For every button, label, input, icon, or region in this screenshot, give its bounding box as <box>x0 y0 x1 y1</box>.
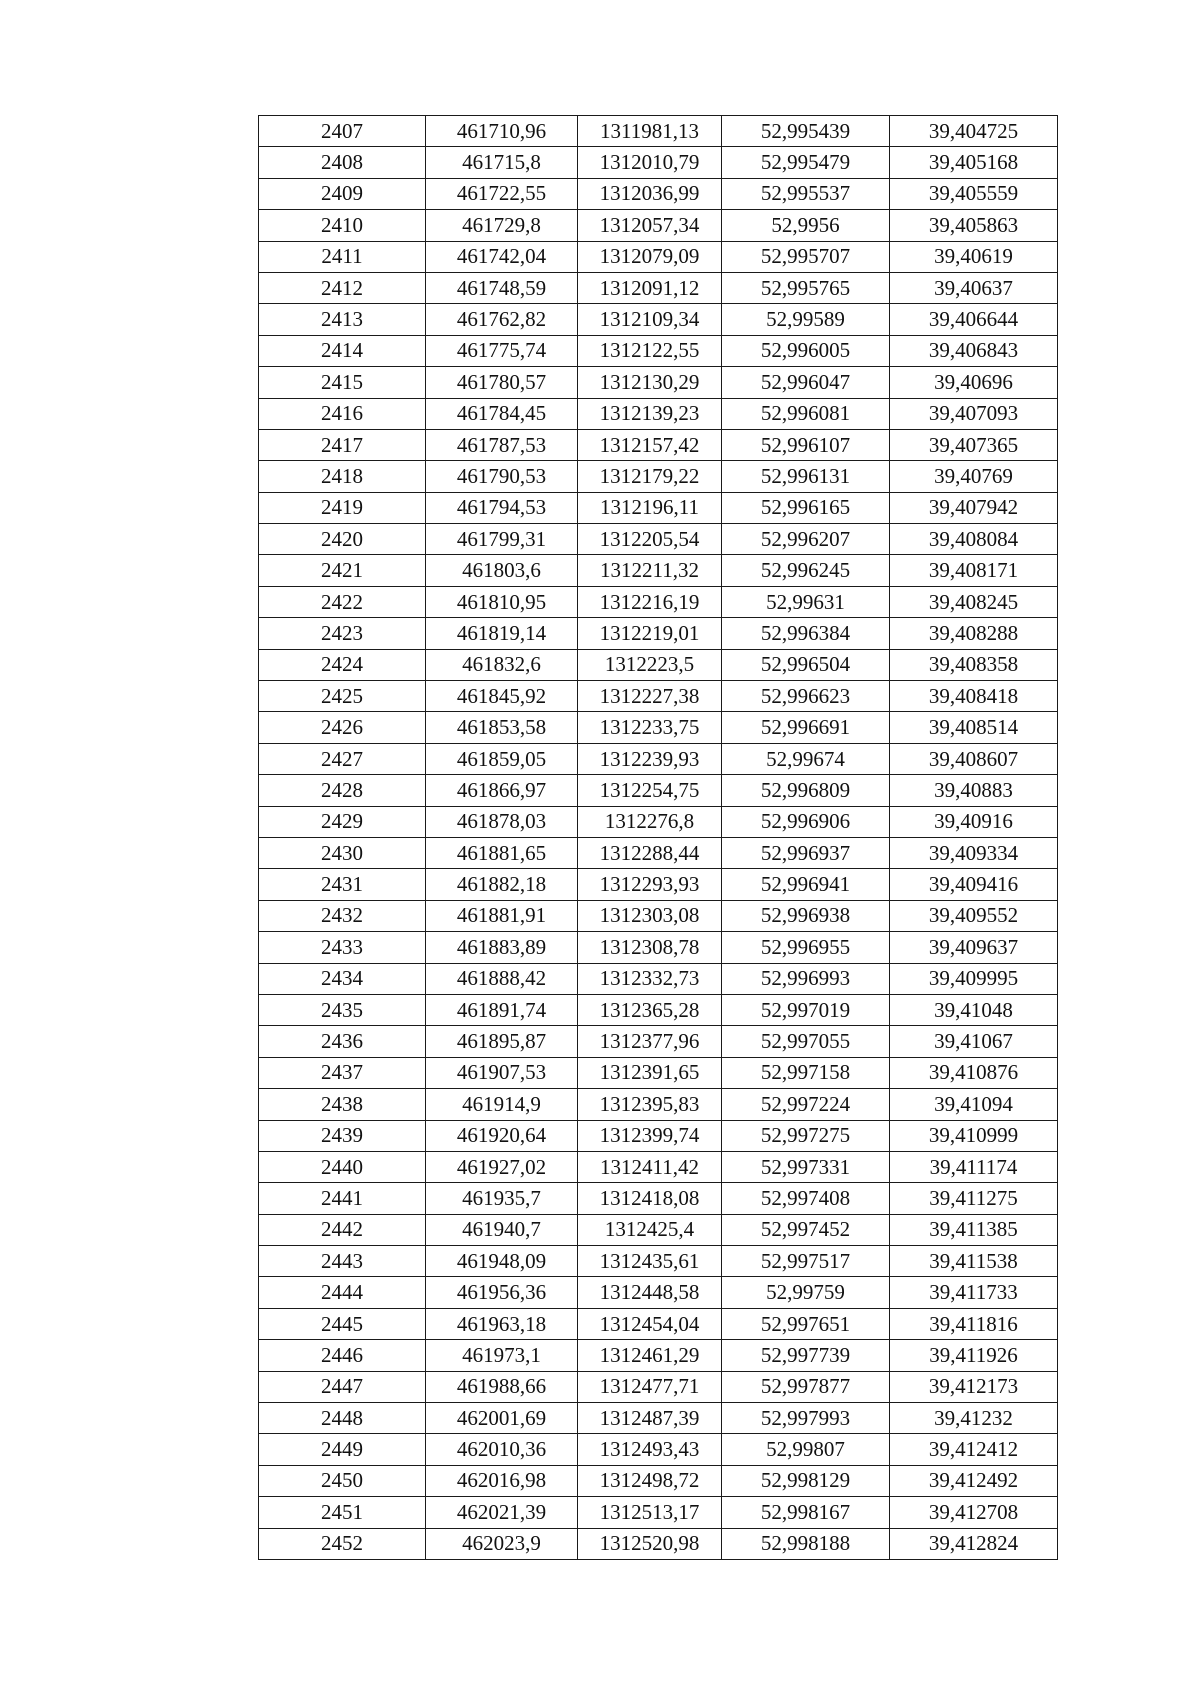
table-row <box>259 1057 1058 1088</box>
longitude-cell: 39,408171 <box>890 555 1058 586</box>
latitude-cell: 52,996165 <box>722 492 890 523</box>
longitude-cell: 39,409552 <box>890 900 1058 931</box>
x-coordinate-cell: 461973,1 <box>426 1340 578 1371</box>
y-coordinate-cell: 1312520,98 <box>578 1528 722 1559</box>
table-row <box>259 555 1058 586</box>
latitude-cell: 52,998167 <box>722 1497 890 1528</box>
x-coordinate-cell: 461907,53 <box>426 1057 578 1088</box>
x-coordinate-cell: 461891,74 <box>426 994 578 1025</box>
point-number-cell: 2408 <box>259 147 426 178</box>
latitude-cell: 52,996131 <box>722 461 890 492</box>
longitude-cell: 39,40916 <box>890 806 1058 837</box>
latitude-cell: 52,996809 <box>722 775 890 806</box>
table-row <box>259 1465 1058 1496</box>
point-number-cell: 2439 <box>259 1120 426 1151</box>
y-coordinate-cell: 1312010,79 <box>578 147 722 178</box>
latitude-cell: 52,997739 <box>722 1340 890 1371</box>
y-coordinate-cell: 1312435,61 <box>578 1246 722 1277</box>
y-coordinate-cell: 1312122,55 <box>578 335 722 366</box>
point-number-cell: 2412 <box>259 272 426 303</box>
longitude-cell: 39,412824 <box>890 1528 1058 1559</box>
point-number-cell: 2419 <box>259 492 426 523</box>
y-coordinate-cell: 1312223,5 <box>578 649 722 680</box>
longitude-cell: 39,406644 <box>890 304 1058 335</box>
latitude-cell: 52,996906 <box>722 806 890 837</box>
longitude-cell: 39,40637 <box>890 272 1058 303</box>
table-row <box>259 461 1058 492</box>
point-number-cell: 2436 <box>259 1026 426 1057</box>
x-coordinate-cell: 461895,87 <box>426 1026 578 1057</box>
longitude-cell: 39,40769 <box>890 461 1058 492</box>
latitude-cell: 52,998129 <box>722 1465 890 1496</box>
table-row <box>259 398 1058 429</box>
point-number-cell: 2444 <box>259 1277 426 1308</box>
x-coordinate-cell: 461775,74 <box>426 335 578 366</box>
latitude-cell: 52,996504 <box>722 649 890 680</box>
table-row <box>259 649 1058 680</box>
longitude-cell: 39,411538 <box>890 1246 1058 1277</box>
point-number-cell: 2413 <box>259 304 426 335</box>
latitude-cell: 52,996623 <box>722 681 890 712</box>
y-coordinate-cell: 1312233,75 <box>578 712 722 743</box>
latitude-cell: 52,998188 <box>722 1528 890 1559</box>
table-row <box>259 712 1058 743</box>
latitude-cell: 52,996941 <box>722 869 890 900</box>
point-number-cell: 2407 <box>259 116 426 147</box>
y-coordinate-cell: 1312205,54 <box>578 524 722 555</box>
point-number-cell: 2437 <box>259 1057 426 1088</box>
table-row <box>259 1214 1058 1245</box>
longitude-cell: 39,409416 <box>890 869 1058 900</box>
longitude-cell: 39,408514 <box>890 712 1058 743</box>
table-row <box>259 681 1058 712</box>
point-number-cell: 2415 <box>259 367 426 398</box>
table-row <box>259 272 1058 303</box>
longitude-cell: 39,409334 <box>890 837 1058 868</box>
latitude-cell: 52,995479 <box>722 147 890 178</box>
x-coordinate-cell: 462016,98 <box>426 1465 578 1496</box>
y-coordinate-cell: 1312130,29 <box>578 367 722 398</box>
table-row <box>259 335 1058 366</box>
table-row <box>259 806 1058 837</box>
x-coordinate-cell: 461762,82 <box>426 304 578 335</box>
longitude-cell: 39,411174 <box>890 1151 1058 1182</box>
point-number-cell: 2428 <box>259 775 426 806</box>
latitude-cell: 52,996691 <box>722 712 890 743</box>
y-coordinate-cell: 1312211,32 <box>578 555 722 586</box>
table-row <box>259 367 1058 398</box>
longitude-cell: 39,41048 <box>890 994 1058 1025</box>
x-coordinate-cell: 461794,53 <box>426 492 578 523</box>
longitude-cell: 39,407365 <box>890 429 1058 460</box>
longitude-cell: 39,411275 <box>890 1183 1058 1214</box>
y-coordinate-cell: 1312498,72 <box>578 1465 722 1496</box>
longitude-cell: 39,411733 <box>890 1277 1058 1308</box>
point-number-cell: 2409 <box>259 178 426 209</box>
x-coordinate-cell: 461810,95 <box>426 586 578 617</box>
table-row <box>259 963 1058 994</box>
y-coordinate-cell: 1312036,99 <box>578 178 722 209</box>
latitude-cell: 52,997993 <box>722 1403 890 1434</box>
point-number-cell: 2445 <box>259 1308 426 1339</box>
x-coordinate-cell: 461832,6 <box>426 649 578 680</box>
longitude-cell: 39,404725 <box>890 116 1058 147</box>
table-row <box>259 1151 1058 1182</box>
longitude-cell: 39,41094 <box>890 1089 1058 1120</box>
longitude-cell: 39,410999 <box>890 1120 1058 1151</box>
table-row <box>259 304 1058 335</box>
y-coordinate-cell: 1312157,42 <box>578 429 722 460</box>
x-coordinate-cell: 462010,36 <box>426 1434 578 1465</box>
point-number-cell: 2443 <box>259 1246 426 1277</box>
table-row <box>259 210 1058 241</box>
y-coordinate-cell: 1312216,19 <box>578 586 722 617</box>
x-coordinate-cell: 461927,02 <box>426 1151 578 1182</box>
x-coordinate-cell: 461859,05 <box>426 743 578 774</box>
latitude-cell: 52,99589 <box>722 304 890 335</box>
latitude-cell: 52,996081 <box>722 398 890 429</box>
longitude-cell: 39,40619 <box>890 241 1058 272</box>
y-coordinate-cell: 1312454,04 <box>578 1308 722 1339</box>
x-coordinate-cell: 461940,7 <box>426 1214 578 1245</box>
y-coordinate-cell: 1312254,75 <box>578 775 722 806</box>
y-coordinate-cell: 1312196,11 <box>578 492 722 523</box>
x-coordinate-cell: 461803,6 <box>426 555 578 586</box>
y-coordinate-cell: 1312448,58 <box>578 1277 722 1308</box>
latitude-cell: 52,996384 <box>722 618 890 649</box>
latitude-cell: 52,997019 <box>722 994 890 1025</box>
table-row <box>259 1434 1058 1465</box>
x-coordinate-cell: 461963,18 <box>426 1308 578 1339</box>
x-coordinate-cell: 461819,14 <box>426 618 578 649</box>
x-coordinate-cell: 461948,09 <box>426 1246 578 1277</box>
table-row <box>259 837 1058 868</box>
point-number-cell: 2430 <box>259 837 426 868</box>
x-coordinate-cell: 461799,31 <box>426 524 578 555</box>
longitude-cell: 39,405168 <box>890 147 1058 178</box>
longitude-cell: 39,411926 <box>890 1340 1058 1371</box>
y-coordinate-cell: 1312418,08 <box>578 1183 722 1214</box>
point-number-cell: 2441 <box>259 1183 426 1214</box>
table-row <box>259 1308 1058 1339</box>
y-coordinate-cell: 1312377,96 <box>578 1026 722 1057</box>
x-coordinate-cell: 461722,55 <box>426 178 578 209</box>
table-row <box>259 775 1058 806</box>
table-row <box>259 147 1058 178</box>
latitude-cell: 52,997517 <box>722 1246 890 1277</box>
latitude-cell: 52,997331 <box>722 1151 890 1182</box>
latitude-cell: 52,996047 <box>722 367 890 398</box>
latitude-cell: 52,99631 <box>722 586 890 617</box>
y-coordinate-cell: 1312179,22 <box>578 461 722 492</box>
y-coordinate-cell: 1312411,42 <box>578 1151 722 1182</box>
point-number-cell: 2418 <box>259 461 426 492</box>
y-coordinate-cell: 1312513,17 <box>578 1497 722 1528</box>
table-row <box>259 1089 1058 1120</box>
longitude-cell: 39,408418 <box>890 681 1058 712</box>
longitude-cell: 39,410876 <box>890 1057 1058 1088</box>
point-number-cell: 2424 <box>259 649 426 680</box>
longitude-cell: 39,412412 <box>890 1434 1058 1465</box>
latitude-cell: 52,995439 <box>722 116 890 147</box>
table-row <box>259 1340 1058 1371</box>
x-coordinate-cell: 461742,04 <box>426 241 578 272</box>
point-number-cell: 2422 <box>259 586 426 617</box>
point-number-cell: 2432 <box>259 900 426 931</box>
latitude-cell: 52,996955 <box>722 932 890 963</box>
table-row <box>259 869 1058 900</box>
latitude-cell: 52,996207 <box>722 524 890 555</box>
latitude-cell: 52,997877 <box>722 1371 890 1402</box>
table-row <box>259 900 1058 931</box>
latitude-cell: 52,9956 <box>722 210 890 241</box>
longitude-cell: 39,412492 <box>890 1465 1058 1496</box>
y-coordinate-cell: 1312239,93 <box>578 743 722 774</box>
latitude-cell: 52,997651 <box>722 1308 890 1339</box>
point-number-cell: 2435 <box>259 994 426 1025</box>
table-row <box>259 429 1058 460</box>
point-number-cell: 2420 <box>259 524 426 555</box>
longitude-cell: 39,407942 <box>890 492 1058 523</box>
table-row <box>259 1026 1058 1057</box>
x-coordinate-cell: 461881,91 <box>426 900 578 931</box>
latitude-cell: 52,99674 <box>722 743 890 774</box>
longitude-cell: 39,41232 <box>890 1403 1058 1434</box>
table-row <box>259 1497 1058 1528</box>
latitude-cell: 52,995537 <box>722 178 890 209</box>
x-coordinate-cell: 461881,65 <box>426 837 578 868</box>
table-row <box>259 1183 1058 1214</box>
latitude-cell: 52,997452 <box>722 1214 890 1245</box>
table-row <box>259 618 1058 649</box>
x-coordinate-cell: 461920,64 <box>426 1120 578 1151</box>
longitude-cell: 39,409637 <box>890 932 1058 963</box>
point-number-cell: 2423 <box>259 618 426 649</box>
x-coordinate-cell: 461710,96 <box>426 116 578 147</box>
latitude-cell: 52,99759 <box>722 1277 890 1308</box>
longitude-cell: 39,411816 <box>890 1308 1058 1339</box>
y-coordinate-cell: 1312057,34 <box>578 210 722 241</box>
y-coordinate-cell: 1312227,38 <box>578 681 722 712</box>
x-coordinate-cell: 462001,69 <box>426 1403 578 1434</box>
y-coordinate-cell: 1312477,71 <box>578 1371 722 1402</box>
latitude-cell: 52,996993 <box>722 963 890 994</box>
table-row <box>259 586 1058 617</box>
longitude-cell: 39,412173 <box>890 1371 1058 1402</box>
y-coordinate-cell: 1312079,09 <box>578 241 722 272</box>
y-coordinate-cell: 1312288,44 <box>578 837 722 868</box>
point-number-cell: 2414 <box>259 335 426 366</box>
point-number-cell: 2411 <box>259 241 426 272</box>
latitude-cell: 52,997224 <box>722 1089 890 1120</box>
x-coordinate-cell: 461914,9 <box>426 1089 578 1120</box>
y-coordinate-cell: 1312399,74 <box>578 1120 722 1151</box>
y-coordinate-cell: 1312365,28 <box>578 994 722 1025</box>
table-row <box>259 241 1058 272</box>
longitude-cell: 39,405559 <box>890 178 1058 209</box>
y-coordinate-cell: 1312461,29 <box>578 1340 722 1371</box>
x-coordinate-cell: 461878,03 <box>426 806 578 837</box>
longitude-cell: 39,405863 <box>890 210 1058 241</box>
table-row <box>259 492 1058 523</box>
longitude-cell: 39,408084 <box>890 524 1058 555</box>
table-row <box>259 743 1058 774</box>
x-coordinate-cell: 461780,57 <box>426 367 578 398</box>
point-number-cell: 2416 <box>259 398 426 429</box>
point-number-cell: 2449 <box>259 1434 426 1465</box>
longitude-cell: 39,41067 <box>890 1026 1058 1057</box>
x-coordinate-cell: 461853,58 <box>426 712 578 743</box>
latitude-cell: 52,996938 <box>722 900 890 931</box>
longitude-cell: 39,412708 <box>890 1497 1058 1528</box>
point-number-cell: 2434 <box>259 963 426 994</box>
y-coordinate-cell: 1312293,93 <box>578 869 722 900</box>
longitude-cell: 39,406843 <box>890 335 1058 366</box>
y-coordinate-cell: 1312425,4 <box>578 1214 722 1245</box>
latitude-cell: 52,997275 <box>722 1120 890 1151</box>
longitude-cell: 39,40883 <box>890 775 1058 806</box>
y-coordinate-cell: 1312391,65 <box>578 1057 722 1088</box>
x-coordinate-cell: 461729,8 <box>426 210 578 241</box>
x-coordinate-cell: 461715,8 <box>426 147 578 178</box>
x-coordinate-cell: 461866,97 <box>426 775 578 806</box>
point-number-cell: 2446 <box>259 1340 426 1371</box>
longitude-cell: 39,40696 <box>890 367 1058 398</box>
x-coordinate-cell: 461787,53 <box>426 429 578 460</box>
table-row <box>259 1528 1058 1559</box>
x-coordinate-cell: 461988,66 <box>426 1371 578 1402</box>
table-row <box>259 1277 1058 1308</box>
x-coordinate-cell: 461883,89 <box>426 932 578 963</box>
y-coordinate-cell: 1312395,83 <box>578 1089 722 1120</box>
y-coordinate-cell: 1312332,73 <box>578 963 722 994</box>
latitude-cell: 52,997055 <box>722 1026 890 1057</box>
y-coordinate-cell: 1312109,34 <box>578 304 722 335</box>
x-coordinate-cell: 462021,39 <box>426 1497 578 1528</box>
point-number-cell: 2440 <box>259 1151 426 1182</box>
point-number-cell: 2410 <box>259 210 426 241</box>
x-coordinate-cell: 461882,18 <box>426 869 578 900</box>
point-number-cell: 2425 <box>259 681 426 712</box>
x-coordinate-cell: 462023,9 <box>426 1528 578 1559</box>
y-coordinate-cell: 1312493,43 <box>578 1434 722 1465</box>
table-row <box>259 178 1058 209</box>
point-number-cell: 2421 <box>259 555 426 586</box>
latitude-cell: 52,996937 <box>722 837 890 868</box>
x-coordinate-cell: 461845,92 <box>426 681 578 712</box>
point-number-cell: 2448 <box>259 1403 426 1434</box>
longitude-cell: 39,408288 <box>890 618 1058 649</box>
table-row <box>259 1246 1058 1277</box>
y-coordinate-cell: 1312091,12 <box>578 272 722 303</box>
longitude-cell: 39,409995 <box>890 963 1058 994</box>
coordinates-table-body <box>259 116 1058 1560</box>
longitude-cell: 39,408358 <box>890 649 1058 680</box>
latitude-cell: 52,996107 <box>722 429 890 460</box>
x-coordinate-cell: 461748,59 <box>426 272 578 303</box>
y-coordinate-cell: 1312219,01 <box>578 618 722 649</box>
longitude-cell: 39,408607 <box>890 743 1058 774</box>
point-number-cell: 2452 <box>259 1528 426 1559</box>
table-row <box>259 994 1058 1025</box>
point-number-cell: 2447 <box>259 1371 426 1402</box>
latitude-cell: 52,995765 <box>722 272 890 303</box>
latitude-cell: 52,995707 <box>722 241 890 272</box>
latitude-cell: 52,997158 <box>722 1057 890 1088</box>
point-number-cell: 2433 <box>259 932 426 963</box>
table-row <box>259 1120 1058 1151</box>
longitude-cell: 39,407093 <box>890 398 1058 429</box>
point-number-cell: 2451 <box>259 1497 426 1528</box>
y-coordinate-cell: 1312276,8 <box>578 806 722 837</box>
x-coordinate-cell: 461888,42 <box>426 963 578 994</box>
x-coordinate-cell: 461935,7 <box>426 1183 578 1214</box>
latitude-cell: 52,997408 <box>722 1183 890 1214</box>
point-number-cell: 2450 <box>259 1465 426 1496</box>
table-row <box>259 1371 1058 1402</box>
y-coordinate-cell: 1312487,39 <box>578 1403 722 1434</box>
point-number-cell: 2431 <box>259 869 426 900</box>
longitude-cell: 39,408245 <box>890 586 1058 617</box>
latitude-cell: 52,996245 <box>722 555 890 586</box>
point-number-cell: 2417 <box>259 429 426 460</box>
y-coordinate-cell: 1312308,78 <box>578 932 722 963</box>
table-row <box>259 116 1058 147</box>
y-coordinate-cell: 1311981,13 <box>578 116 722 147</box>
table-row <box>259 932 1058 963</box>
point-number-cell: 2438 <box>259 1089 426 1120</box>
y-coordinate-cell: 1312139,23 <box>578 398 722 429</box>
point-number-cell: 2427 <box>259 743 426 774</box>
x-coordinate-cell: 461956,36 <box>426 1277 578 1308</box>
table-row <box>259 1403 1058 1434</box>
point-number-cell: 2426 <box>259 712 426 743</box>
x-coordinate-cell: 461790,53 <box>426 461 578 492</box>
table-row <box>259 524 1058 555</box>
point-number-cell: 2429 <box>259 806 426 837</box>
y-coordinate-cell: 1312303,08 <box>578 900 722 931</box>
latitude-cell: 52,99807 <box>722 1434 890 1465</box>
coordinates-table <box>258 115 1058 1560</box>
x-coordinate-cell: 461784,45 <box>426 398 578 429</box>
latitude-cell: 52,996005 <box>722 335 890 366</box>
longitude-cell: 39,411385 <box>890 1214 1058 1245</box>
point-number-cell: 2442 <box>259 1214 426 1245</box>
